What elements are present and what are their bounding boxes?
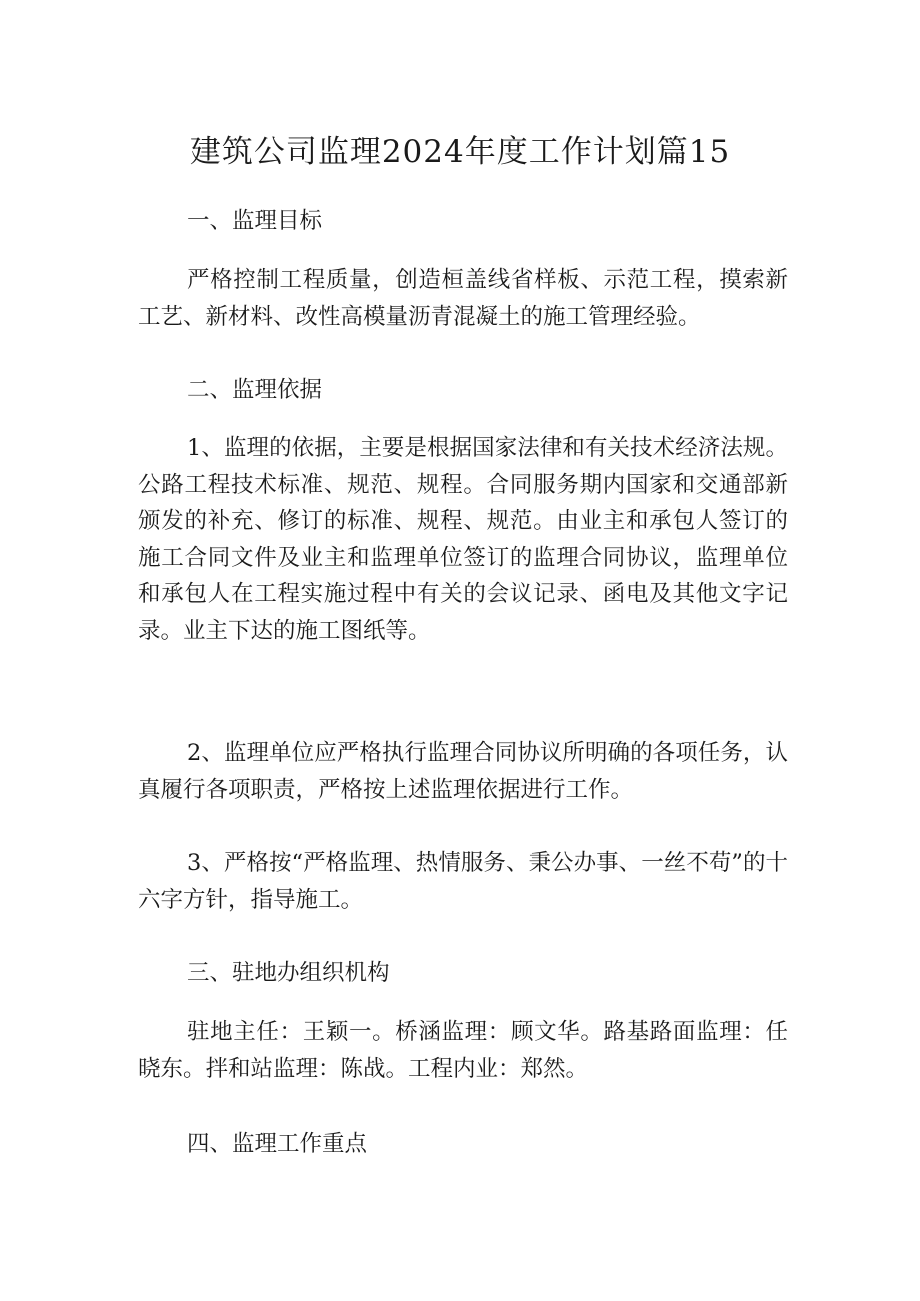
section-heading-basis: 二、监理依据	[187, 377, 323, 403]
section-heading-focus: 四、监理工作重点	[187, 1131, 368, 1157]
paragraph-basis-3: 3、严格按“严格监理、热情服务、秉公办事、一丝不苟”的十六字方针，指导施工。	[138, 850, 788, 913]
paragraph-basis-2: 2、监理单位应严格执行监理合同协议所明确的各项任务，认真履行各项职责，严格按上述监理依据进行工作。	[138, 740, 788, 803]
section-heading-goals: 一、监理目标	[187, 208, 323, 234]
paragraph-goals: 严格控制工程质量，创造桓盖线省样板、示范工程，摸索新工艺、新材料、改性高模量沥青混凝土的施工管理经验。	[138, 267, 788, 330]
paragraph-basis-1: 1、监理的依据，主要是根据国家法律和有关技术经济法规。公路工程技术标准、规范、规程。合同服务期内国家和交通部新颁发的补充、修订的标准、规程、规范。由业主和承包人签订的施工合同文件及业主和监理单位签订的监理合同协议，监理单位和承包人在工程实施过程中有关的会议记录、函电及其他文字记录。业主下达的施工图纸等。	[138, 435, 788, 644]
document-title: 建筑公司监理2024年度工作计划篇15	[189, 134, 731, 170]
section-heading-organization: 三、驻地办组织机构	[187, 960, 390, 986]
paragraph-organization: 驻地主任：王颖一。桥涵监理：顾文华。路基路面监理：任晓东。拌和站监理：陈战。工程内业：郑然。	[138, 1019, 788, 1082]
